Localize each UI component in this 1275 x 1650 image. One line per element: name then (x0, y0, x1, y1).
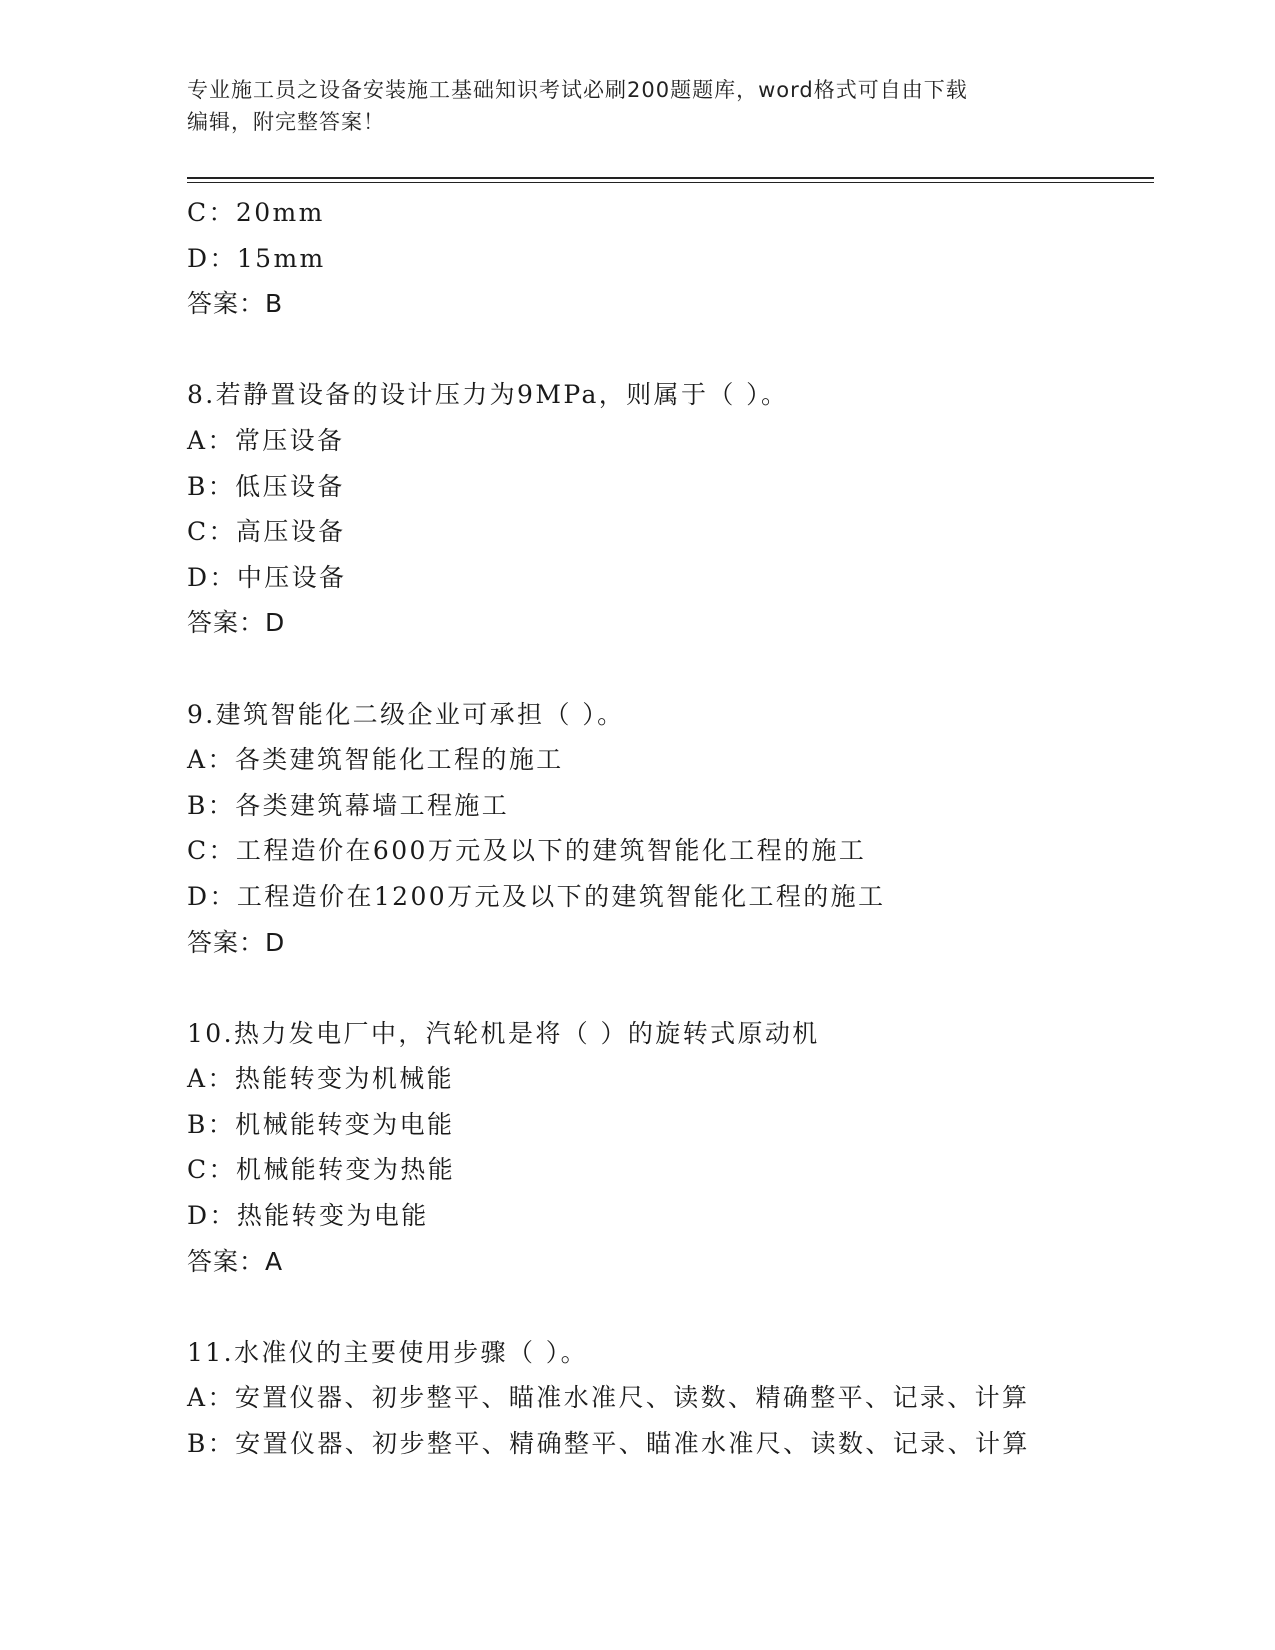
question-stem: 8.若静置设备的设计压力为9MPa，则属于（ ）。 (187, 380, 789, 410)
page-header (187, 74, 1067, 138)
option-d: D：热能转变为电能 (187, 1201, 429, 1231)
option-c: C：高压设备 (187, 517, 346, 547)
spacer (187, 1284, 1127, 1330)
option-a: A：安置仪器、初步整平、瞄准水准尺、读数、精确整平、记录、计算 (187, 1383, 1030, 1413)
option-b: B：低压设备 (187, 471, 345, 501)
option-b: B：机械能转变为电能 (187, 1109, 455, 1139)
question-list (187, 190, 1127, 1467)
question-stem: 9.建筑智能化二级企业可承担（ ）。 (187, 699, 625, 729)
header-title-line-2: 编辑，附完整答案！ (187, 110, 385, 134)
answer-line: 答案：D (187, 927, 286, 957)
option-a: A：常压设备 (187, 425, 345, 455)
option-c: C：工程造价在600万元及以下的建筑智能化工程的施工 (187, 836, 867, 866)
spacer (187, 327, 1127, 373)
answer-line: 答案：D (187, 608, 286, 638)
option-c: C：20mm (187, 198, 325, 227)
spacer (187, 646, 1127, 692)
option-d: D：工程造价在1200万元及以下的建筑智能化工程的施工 (187, 881, 886, 911)
option-d: D：中压设备 (187, 562, 347, 592)
option-b: B：安置仪器、初步整平、精确整平、瞄准水准尺、读数、记录、计算 (187, 1429, 1030, 1459)
spacer (187, 965, 1127, 1011)
option-d: D：15mm (187, 243, 326, 273)
question-stem: 11.水准仪的主要使用步骤（ ）。 (187, 1337, 589, 1367)
header-divider-thick (187, 177, 1154, 179)
option-a: A：各类建筑智能化工程的施工 (187, 745, 564, 775)
answer-line: 答案：A (187, 1246, 284, 1276)
option-b: B：各类建筑幕墙工程施工 (187, 790, 510, 820)
option-a: A：热能转变为机械能 (187, 1064, 455, 1094)
header-divider-thin (187, 182, 1154, 183)
answer-line: 答案：B (187, 289, 284, 319)
header-title-line-1: 专业施工员之设备安装施工基础知识考试必刷200题题库，word格式可自由下载 (187, 78, 968, 102)
question-stem: 10.热力发电厂中，汽轮机是将（ ）的旋转式原动机 (187, 1018, 820, 1048)
option-c: C：机械能转变为热能 (187, 1155, 456, 1185)
